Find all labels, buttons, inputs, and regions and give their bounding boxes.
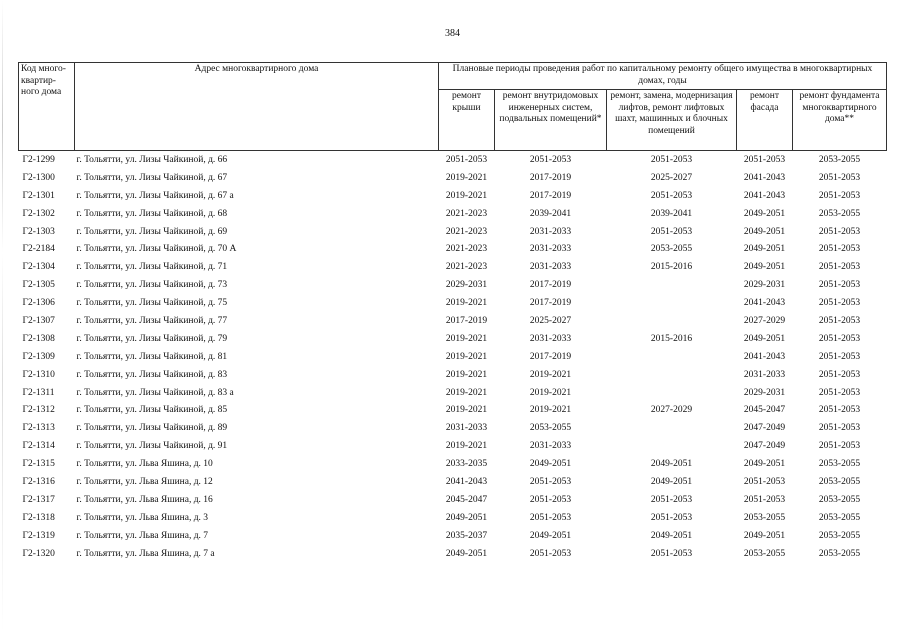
cell-code: Г2-1315 <box>22 459 55 470</box>
cell-lifts: 2051-2053 <box>650 154 693 165</box>
cell-code: Г2-1300 <box>22 172 55 183</box>
cell-roof: 2019-2021 <box>445 405 488 416</box>
cell-code: Г2-1312 <box>22 405 55 416</box>
table-row <box>19 527 887 545</box>
cell-roof: 2019-2021 <box>445 172 488 183</box>
cell-code: Г2-1319 <box>22 530 55 541</box>
cell-address: г. Тольятти, ул. Лизы Чайкиной, д. 77 <box>76 315 228 326</box>
table-row <box>19 276 887 294</box>
header-code: Код много-квартир-ного дома <box>19 63 75 151</box>
header-lifts: ремонт, замена, модернизация лифтов, ремонт лифтовых шахт, машинных и блочных помещений <box>607 90 737 151</box>
table-row <box>19 294 887 312</box>
cell-address: г. Тольятти, ул. Лизы Чайкиной, д. 89 <box>76 423 228 434</box>
cell-systems: 2017-2019 <box>529 190 572 201</box>
cell-lifts <box>607 366 737 384</box>
cell-roof: 2019-2021 <box>445 441 488 452</box>
scan-margin-mark <box>2 0 3 632</box>
table-row <box>19 473 887 491</box>
cell-systems: 2051-2053 <box>529 154 572 165</box>
cell-address: г. Тольятти, ул. Лизы Чайкиной, д. 83 <box>76 369 228 380</box>
header-periods: Плановые периоды проведения работ по капитальному ремонту общего имущества в многоквартирных домах, годы <box>439 63 887 90</box>
table-row <box>19 366 887 384</box>
cell-lifts <box>607 419 737 437</box>
cell-systems: 2031-2033 <box>529 262 572 273</box>
cell-systems: 2049-2051 <box>529 530 572 541</box>
table-body <box>19 151 887 563</box>
header-roof: ремонт крыши <box>439 90 495 151</box>
cell-foundation: 2051-2053 <box>818 405 861 416</box>
cell-code: Г2-1310 <box>22 369 55 380</box>
cell-roof: 2019-2021 <box>445 190 488 201</box>
cell-systems: 2053-2055 <box>529 423 572 434</box>
cell-address: г. Тольятти, ул. Лизы Чайкиной, д. 75 <box>76 298 228 309</box>
cell-foundation: 2053-2055 <box>818 154 861 165</box>
cell-address: г. Тольятти, ул. Лизы Чайкиной, д. 73 <box>76 280 228 291</box>
cell-lifts <box>607 384 737 402</box>
cell-lifts: 2027-2029 <box>650 405 693 416</box>
cell-code: Г2-1309 <box>22 351 55 362</box>
cell-lifts: 2051-2053 <box>650 512 693 523</box>
cell-systems: 2031-2033 <box>529 226 572 237</box>
cell-code: Г2-1304 <box>22 262 55 273</box>
cell-foundation: 2051-2053 <box>818 333 861 344</box>
cell-lifts: 2053-2055 <box>650 244 693 255</box>
cell-code: Г2-1303 <box>22 226 55 237</box>
cell-lifts <box>607 276 737 294</box>
cell-roof: 2021-2023 <box>445 208 488 219</box>
header-address: Адрес многоквартирного дома <box>75 63 439 151</box>
cell-lifts <box>607 437 737 455</box>
cell-foundation: 2051-2053 <box>818 423 861 434</box>
table-row <box>19 187 887 205</box>
cell-code: Г2-1302 <box>22 208 55 219</box>
cell-systems: 2017-2019 <box>529 280 572 291</box>
cell-systems: 2051-2053 <box>529 494 572 505</box>
cell-code: Г2-1311 <box>22 387 55 398</box>
cell-facade: 2051-2053 <box>743 154 786 165</box>
header-foundation: ремонт фундамента многоквартирного дома** <box>793 90 887 151</box>
cell-lifts: 2049-2051 <box>650 530 693 541</box>
cell-systems: 2051-2053 <box>529 476 572 487</box>
cell-facade: 2029-2031 <box>743 387 786 398</box>
table-row <box>19 509 887 527</box>
cell-foundation: 2051-2053 <box>818 351 861 362</box>
cell-foundation: 2053-2055 <box>818 476 861 487</box>
cell-code: Г2-1313 <box>22 423 55 434</box>
cell-lifts: 2051-2053 <box>650 190 693 201</box>
cell-lifts: 2049-2051 <box>650 476 693 487</box>
cell-lifts <box>607 348 737 366</box>
cell-facade: 2047-2049 <box>743 423 786 434</box>
header-facade: ремонт фасада <box>737 90 793 151</box>
cell-facade: 2049-2051 <box>743 262 786 273</box>
cell-address: г. Тольятти, ул. Лизы Чайкиной, д. 83 а <box>76 387 234 398</box>
table-row <box>19 419 887 437</box>
cell-address: г. Тольятти, ул. Лизы Чайкиной, д. 68 <box>76 208 228 219</box>
cell-facade: 2027-2029 <box>743 315 786 326</box>
table-row <box>19 437 887 455</box>
cell-lifts: 2015-2016 <box>650 262 693 273</box>
cell-roof: 2029-2031 <box>445 280 488 291</box>
header-systems: ремонт внутридомовых инженерных систем, подвальных помещений* <box>495 90 607 151</box>
cell-lifts <box>607 294 737 312</box>
cell-code: Г2-1314 <box>22 441 55 452</box>
cell-roof: 2019-2021 <box>445 333 488 344</box>
cell-address: г. Тольятти, ул. Льва Яшина, д. 16 <box>76 494 213 505</box>
cell-roof: 2035-2037 <box>445 530 488 541</box>
cell-systems: 2017-2019 <box>529 172 572 183</box>
cell-facade: 2049-2051 <box>743 226 786 237</box>
cell-facade: 2045-2047 <box>743 405 786 416</box>
cell-address: г. Тольятти, ул. Лизы Чайкиной, д. 67 а <box>76 190 234 201</box>
cell-lifts: 2051-2053 <box>650 548 693 559</box>
table-row <box>19 240 887 258</box>
cell-foundation: 2053-2055 <box>818 208 861 219</box>
cell-facade: 2049-2051 <box>743 208 786 219</box>
cell-foundation: 2051-2053 <box>818 172 861 183</box>
cell-address: г. Тольятти, ул. Лизы Чайкиной, д. 69 <box>76 226 228 237</box>
cell-address: г. Тольятти, ул. Лизы Чайкиной, д. 66 <box>76 154 228 165</box>
cell-foundation: 2053-2055 <box>818 530 861 541</box>
table-row <box>19 223 887 241</box>
cell-systems: 2019-2021 <box>529 387 572 398</box>
page-number: 384 <box>445 28 460 39</box>
cell-foundation: 2051-2053 <box>818 441 861 452</box>
cell-roof: 2021-2023 <box>445 262 488 273</box>
cell-code: Г2-1318 <box>22 512 55 523</box>
cell-foundation: 2053-2055 <box>818 548 861 559</box>
cell-systems: 2019-2021 <box>529 405 572 416</box>
table-row <box>19 348 887 366</box>
cell-address: г. Тольятти, ул. Льва Яшина, д. 7 а <box>76 548 215 559</box>
cell-address: г. Тольятти, ул. Лизы Чайкиной, д. 91 <box>76 441 228 452</box>
cell-foundation: 2051-2053 <box>818 387 861 398</box>
table-row <box>19 384 887 402</box>
table-row <box>19 455 887 473</box>
cell-facade: 2053-2055 <box>743 512 786 523</box>
cell-foundation: 2051-2053 <box>818 244 861 255</box>
cell-roof: 2019-2021 <box>445 351 488 362</box>
cell-facade: 2051-2053 <box>743 494 786 505</box>
cell-lifts: 2051-2053 <box>650 226 693 237</box>
cell-systems: 2031-2033 <box>529 333 572 344</box>
cell-facade: 2041-2043 <box>743 172 786 183</box>
cell-foundation: 2053-2055 <box>818 459 861 470</box>
cell-systems: 2017-2019 <box>529 351 572 362</box>
cell-lifts: 2015-2016 <box>650 333 693 344</box>
cell-facade: 2029-2031 <box>743 280 786 291</box>
table-row <box>19 169 887 187</box>
cell-lifts: 2025-2027 <box>650 172 693 183</box>
cell-systems: 2031-2033 <box>529 441 572 452</box>
cell-facade: 2051-2053 <box>743 476 786 487</box>
cell-facade: 2047-2049 <box>743 441 786 452</box>
cell-facade: 2031-2033 <box>743 369 786 380</box>
cell-systems: 2039-2041 <box>529 208 572 219</box>
cell-facade: 2041-2043 <box>743 351 786 362</box>
cell-lifts: 2049-2051 <box>650 459 693 470</box>
cell-facade: 2049-2051 <box>743 333 786 344</box>
cell-systems: 2025-2027 <box>529 315 572 326</box>
cell-code: Г2-1306 <box>22 298 55 309</box>
cell-code: Г2-1317 <box>22 494 55 505</box>
table-row <box>19 330 887 348</box>
cell-code: Г2-1316 <box>22 476 55 487</box>
cell-systems: 2049-2051 <box>529 459 572 470</box>
cell-roof: 2051-2053 <box>445 154 488 165</box>
cell-address: г. Тольятти, ул. Лизы Чайкиной, д. 70 А <box>76 244 237 255</box>
cell-code: Г2-1299 <box>22 154 55 165</box>
cell-systems: 2051-2053 <box>529 548 572 559</box>
capital-repair-table <box>18 62 887 562</box>
cell-facade: 2049-2051 <box>743 459 786 470</box>
cell-foundation: 2051-2053 <box>818 262 861 273</box>
cell-code: Г2-1305 <box>22 280 55 291</box>
cell-code: Г2-1308 <box>22 333 55 344</box>
cell-roof: 2019-2021 <box>445 298 488 309</box>
cell-lifts: 2039-2041 <box>650 208 693 219</box>
cell-facade: 2041-2043 <box>743 298 786 309</box>
cell-foundation: 2051-2053 <box>818 369 861 380</box>
cell-foundation: 2051-2053 <box>818 280 861 291</box>
cell-roof: 2033-2035 <box>445 459 488 470</box>
cell-roof: 2017-2019 <box>445 315 488 326</box>
cell-lifts: 2051-2053 <box>650 494 693 505</box>
cell-address: г. Тольятти, ул. Льва Яшина, д. 7 <box>76 530 209 541</box>
cell-roof: 2049-2051 <box>445 548 488 559</box>
cell-foundation: 2051-2053 <box>818 226 861 237</box>
cell-foundation: 2051-2053 <box>818 315 861 326</box>
cell-foundation: 2051-2053 <box>818 298 861 309</box>
cell-roof: 2031-2033 <box>445 423 488 434</box>
cell-code: Г2-1307 <box>22 315 55 326</box>
cell-address: г. Тольятти, ул. Льва Яшина, д. 10 <box>76 459 213 470</box>
cell-systems: 2019-2021 <box>529 369 572 380</box>
cell-code: Г2-1320 <box>22 548 55 559</box>
cell-facade: 2053-2055 <box>743 548 786 559</box>
table-row <box>19 312 887 330</box>
cell-code: Г2-2184 <box>22 244 55 255</box>
cell-lifts <box>607 312 737 330</box>
table-row <box>19 401 887 419</box>
table-row <box>19 151 887 169</box>
cell-systems: 2017-2019 <box>529 298 572 309</box>
cell-roof: 2041-2043 <box>445 476 488 487</box>
cell-systems: 2051-2053 <box>529 512 572 523</box>
cell-facade: 2041-2043 <box>743 190 786 201</box>
cell-code: Г2-1301 <box>22 190 55 201</box>
cell-foundation: 2053-2055 <box>818 512 861 523</box>
table-row <box>19 491 887 509</box>
table-row <box>19 258 887 276</box>
cell-roof: 2021-2023 <box>445 226 488 237</box>
cell-address: г. Тольятти, ул. Лизы Чайкиной, д. 79 <box>76 333 228 344</box>
cell-facade: 2049-2051 <box>743 244 786 255</box>
cell-roof: 2019-2021 <box>445 387 488 398</box>
cell-address: г. Тольятти, ул. Лизы Чайкиной, д. 85 <box>76 405 228 416</box>
cell-roof: 2021-2023 <box>445 244 488 255</box>
table-row <box>19 545 887 563</box>
cell-address: г. Тольятти, ул. Лизы Чайкиной, д. 81 <box>76 351 228 362</box>
table-row <box>19 205 887 223</box>
cell-roof: 2045-2047 <box>445 494 488 505</box>
cell-roof: 2019-2021 <box>445 369 488 380</box>
cell-foundation: 2053-2055 <box>818 494 861 505</box>
cell-systems: 2031-2033 <box>529 244 572 255</box>
cell-address: г. Тольятти, ул. Льва Яшина, д. 3 <box>76 512 209 523</box>
cell-facade: 2049-2051 <box>743 530 786 541</box>
cell-foundation: 2051-2053 <box>818 190 861 201</box>
cell-address: г. Тольятти, ул. Лизы Чайкиной, д. 71 <box>76 262 228 273</box>
cell-address: г. Тольятти, ул. Лизы Чайкиной, д. 67 <box>76 172 228 183</box>
cell-address: г. Тольятти, ул. Льва Яшина, д. 12 <box>76 476 213 487</box>
cell-roof: 2049-2051 <box>445 512 488 523</box>
